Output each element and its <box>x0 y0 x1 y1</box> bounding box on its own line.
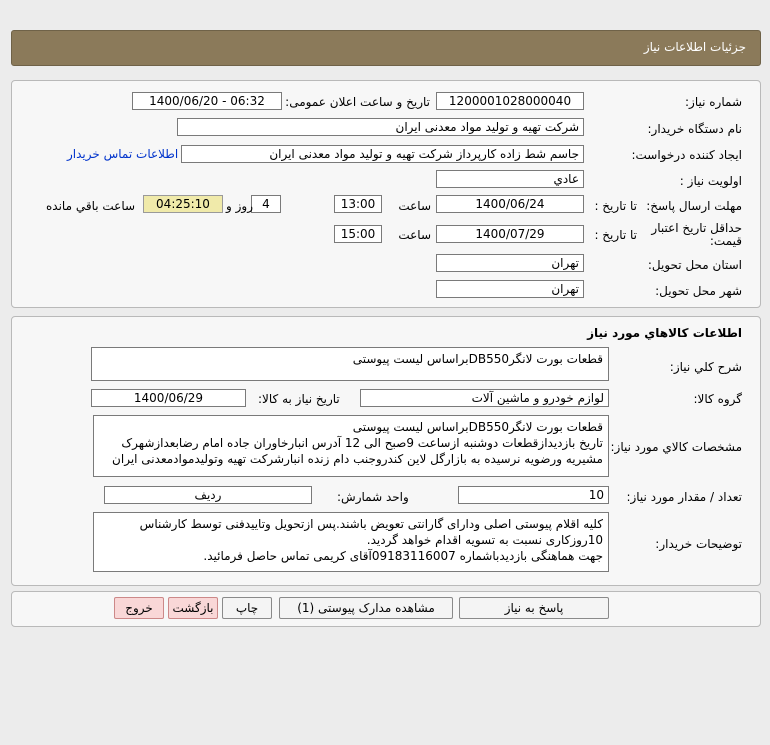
back-button[interactable]: بازگشت <box>168 597 218 619</box>
buyer-label: نام دستگاه خریدار: <box>647 122 742 136</box>
view-attachments-button[interactable]: مشاهده مدارک پیوستی (1) <box>279 597 453 619</box>
goods-section-title: اطلاعات کالاهاي مورد نياز <box>587 326 742 340</box>
creator-label: ایجاد کننده درخواست: <box>631 148 742 162</box>
need-number-label: شماره نیاز: <box>685 95 742 109</box>
validity-label: حداقل تاریخ اعتبار قیمت: <box>651 221 742 248</box>
specs-field: قطعات بورت لانگرDB550براساس لیست پیوستی تاریخ بازدیدازقطعات دوشنبه ازساعت 9صبح الی 12 آدرس انبارخاوران جاده امام رضابعدازشهرک مشیریه ورضویه نرسیده به بازارگل لاین کندروجنب دام زنده انبارشرکت تهیه وتولیدموادمعدنی ایران <box>93 415 609 477</box>
print-button[interactable]: چاپ <box>222 597 272 619</box>
details-panel <box>11 80 761 308</box>
deadline-time-label: ساعت <box>398 199 431 213</box>
page-title: جزئیات اطلاعات نیاز <box>643 40 746 54</box>
group-label: گروه کالا: <box>693 392 742 406</box>
notes-field: کلیه اقلام پیوستی اصلی ودارای گارانتی تعویض باشند.پس ازتحویل وتاییدفنی توسط کارشناس 10روزکاری نسبت به تسویه اقدام خواهد گردید. جهت هماهنگی بازدیدباشماره 09183116007آقای کریمی تماس حاصل فرمائید. <box>93 512 609 572</box>
buyer-contact-link[interactable]: اطلاعات تماس خریدار <box>67 147 179 161</box>
exit-button[interactable]: خروج <box>114 597 164 619</box>
qty-field: 10 <box>458 486 609 504</box>
need-date-label: تاریخ نیاز به کالا: <box>258 392 340 406</box>
deadline-to-date-label: تا تاریخ : <box>594 199 637 213</box>
remaining-label: ساعت باقي مانده <box>46 199 136 213</box>
announce-field: 1400/06/20 - 06:32 <box>132 92 282 110</box>
specs-label: مشخصات کالاي مورد نياز: <box>610 440 742 454</box>
province-field: تهران <box>436 254 584 272</box>
deadline-date-field: 1400/06/24 <box>436 195 584 213</box>
priority-label: اولویت نیاز : <box>679 174 742 188</box>
remaining-time-field: 04:25:10 <box>143 195 223 213</box>
reply-button[interactable]: پاسخ به نیاز <box>459 597 609 619</box>
buyer-field: شرکت تهیه و تولید مواد معدنی ایران <box>177 118 584 136</box>
priority-field: عادي <box>436 170 584 188</box>
summary-field: قطعات بورت لانگرDB550براساس لیست پیوستی <box>91 347 609 381</box>
validity-date-field: 1400/07/29 <box>436 225 584 243</box>
need-number-field: 1200001028000040 <box>436 92 584 110</box>
city-field: تهران <box>436 280 584 298</box>
unit-field: ردیف <box>104 486 312 504</box>
validity-time-label: ساعت <box>398 228 431 242</box>
page-header <box>11 30 761 66</box>
notes-label: توضیحات خریدار: <box>655 537 742 551</box>
unit-label: واحد شمارش: <box>337 490 409 504</box>
city-label: شهر محل تحویل: <box>655 284 742 298</box>
creator-field: جاسم شط زاده کارپرداز شرکت تهیه و تولید مواد معدنی ایران <box>181 145 584 163</box>
deadline-time-field: 13:00 <box>334 195 382 213</box>
qty-label: تعداد / مقدار مورد نیاز: <box>626 490 742 504</box>
validity-to-date-label: تا تاریخ : <box>594 228 637 242</box>
validity-time-field: 15:00 <box>334 225 382 243</box>
days-field: 4 <box>251 195 281 213</box>
announce-label: تاریخ و ساعت اعلان عمومی: <box>285 95 430 109</box>
summary-label: شرح کلي نياز: <box>669 360 742 374</box>
group-field: لوازم خودرو و ماشین آلات <box>360 389 609 407</box>
days-label: روز و <box>226 199 253 213</box>
province-label: استان محل تحویل: <box>647 258 742 272</box>
deadline-label: مهلت ارسال پاسخ: <box>646 199 742 213</box>
need-date-field: 1400/06/29 <box>91 389 246 407</box>
